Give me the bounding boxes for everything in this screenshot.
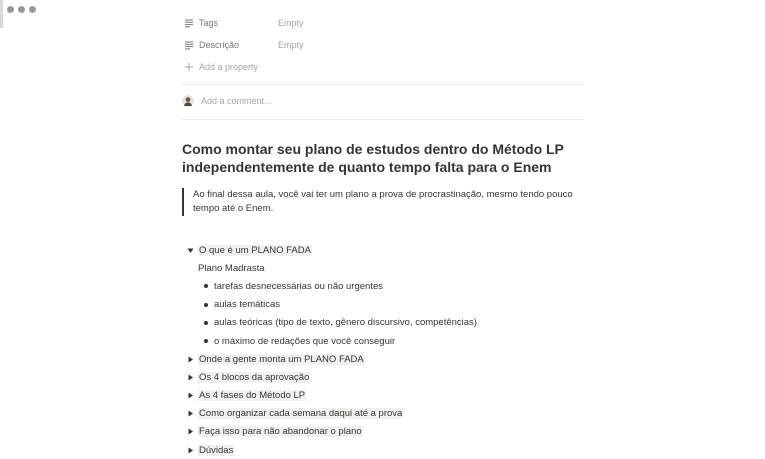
bullet-icon xyxy=(198,303,214,307)
property-label: Tags xyxy=(199,18,219,28)
triangle-right-icon[interactable] xyxy=(182,447,198,454)
toggle-collapsed[interactable] xyxy=(182,368,584,386)
property-row-descricao[interactable] xyxy=(182,34,584,56)
toggle-label: Os 4 blocos da aprovação xyxy=(199,371,310,383)
toggle-label: As 4 fases do Método LP xyxy=(199,390,306,402)
toggle-label: Faça isso para não abandonar o plano xyxy=(199,426,362,438)
toggle-list xyxy=(182,241,584,459)
property-label: Descrição xyxy=(199,40,240,50)
dot xyxy=(29,6,36,13)
divider xyxy=(182,84,584,85)
plus-icon xyxy=(184,62,194,72)
toggle-collapsed[interactable] xyxy=(182,423,584,441)
toggle-collapsed[interactable] xyxy=(182,350,584,368)
property-value[interactable]: Empty xyxy=(278,18,304,28)
property-row-tags[interactable] xyxy=(182,12,584,34)
bullet-icon xyxy=(198,284,214,288)
list-item-text: aulas temáticas xyxy=(214,299,281,311)
triangle-right-icon[interactable] xyxy=(182,428,198,435)
triangle-right-icon[interactable] xyxy=(182,374,198,381)
list-item-text: o máximo de redações que você conseguir xyxy=(214,335,396,347)
list-item xyxy=(198,332,584,350)
triangle-right-icon[interactable] xyxy=(182,356,198,363)
toggle-label: Dúvidas xyxy=(199,444,234,456)
quote-block[interactable]: Ao final dessa aula, você vai ter um plano a prova de procrastinação, mesmo tendo pouco tempo até o Enem. xyxy=(182,188,578,216)
add-property-button[interactable] xyxy=(182,56,584,78)
property-name xyxy=(182,18,278,28)
divider xyxy=(182,119,584,120)
add-property-label: Add a property xyxy=(199,62,259,72)
toggle-label: O que é um PLANO FADA xyxy=(199,244,311,256)
list-item xyxy=(198,314,584,332)
toggle-collapsed[interactable] xyxy=(182,405,584,423)
list-item-text: aulas teóricas (tipo de texto, gênero discursivo, competências) xyxy=(214,317,477,329)
bullet-icon xyxy=(198,321,214,325)
text-lines-icon xyxy=(184,18,194,28)
avatar xyxy=(182,95,194,107)
toggle-label: Como organizar cada semana daqui até a prova xyxy=(199,408,403,420)
property-name xyxy=(182,40,278,50)
toggle-collapsed[interactable] xyxy=(182,387,584,405)
list-item-text: tarefas desnecessárias ou não urgentes xyxy=(214,280,383,292)
dot xyxy=(7,6,14,13)
list-item xyxy=(198,277,584,295)
toggle-label: Onde a gente monta um PLANO FADA xyxy=(199,353,364,365)
page-content xyxy=(182,12,584,459)
comment-input[interactable] xyxy=(182,93,584,109)
toggle-open[interactable] xyxy=(182,241,584,259)
triangle-right-icon[interactable] xyxy=(182,392,198,399)
window-frame-edge xyxy=(0,0,3,28)
triangle-down-icon[interactable] xyxy=(182,247,198,254)
text-lines-icon xyxy=(184,40,194,50)
more-options-icon[interactable] xyxy=(7,6,36,13)
bullet-icon xyxy=(198,339,214,343)
triangle-right-icon[interactable] xyxy=(182,410,198,417)
page-title[interactable]: Como montar seu plano de estudos dentro do Método LP independentemente de quanto tempo falta para o Enem xyxy=(182,141,564,175)
property-value[interactable]: Empty xyxy=(278,40,304,50)
toggle-collapsed[interactable] xyxy=(182,441,584,459)
comment-placeholder: Add a comment... xyxy=(201,96,272,106)
dot xyxy=(18,6,25,13)
toggle-subtext: Plano Madrasta xyxy=(198,262,265,274)
list-item xyxy=(198,296,584,314)
